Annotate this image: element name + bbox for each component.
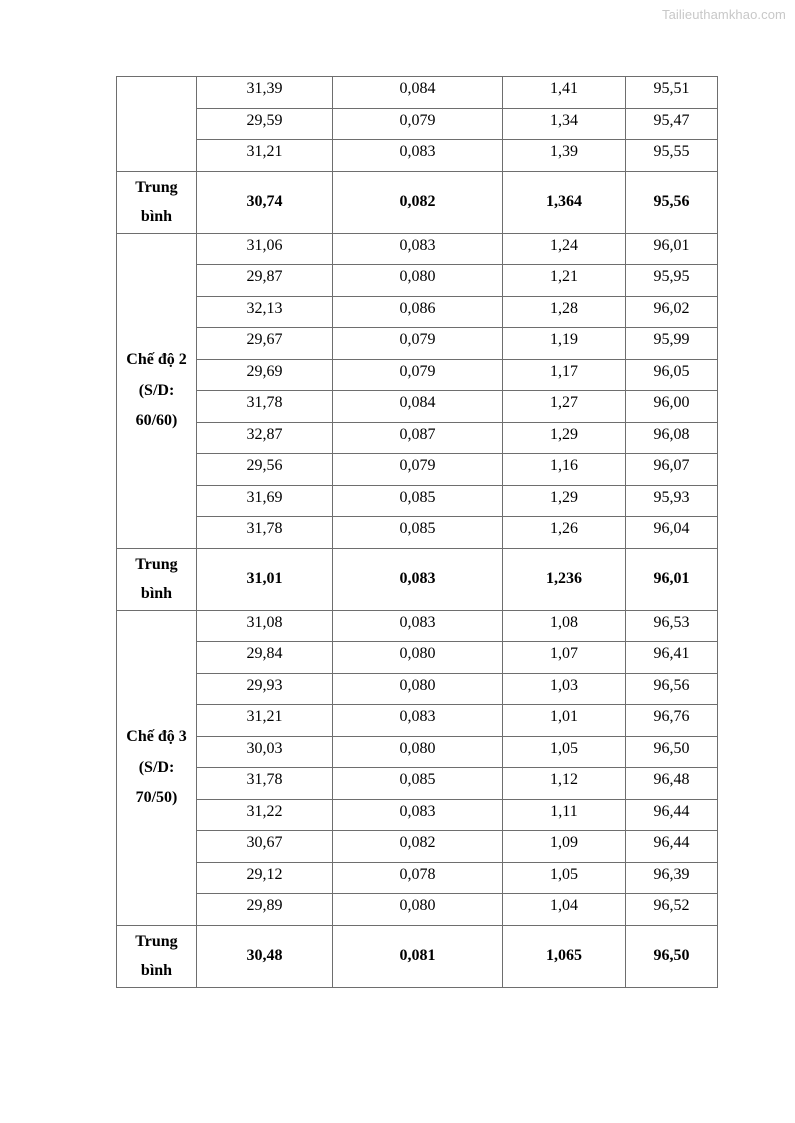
mode-label-line: Chế độ 3	[126, 728, 187, 746]
average-value: 1,364	[503, 171, 626, 233]
table-row	[117, 517, 718, 549]
table-cell: 1,28	[503, 296, 626, 328]
mode-label-line: 60/60)	[135, 412, 178, 430]
table-cell: 95,55	[626, 140, 718, 172]
table-cell: 96,76	[626, 705, 718, 737]
mode-label-line: (S/D:	[138, 758, 175, 776]
table-cell: 1,12	[503, 768, 626, 800]
table-cell: 0,080	[333, 265, 503, 297]
table-cell: 96,04	[626, 517, 718, 549]
table-cell: 96,08	[626, 422, 718, 454]
table-cell: 1,05	[503, 862, 626, 894]
table-cell: 0,084	[333, 77, 503, 109]
table-cell: 0,087	[333, 422, 503, 454]
table-cell: 31,78	[197, 391, 333, 423]
table-cell: 30,67	[197, 831, 333, 863]
table-cell: 0,078	[333, 862, 503, 894]
table-cell: 96,44	[626, 831, 718, 863]
table-cell: 0,085	[333, 517, 503, 549]
table-cell: 1,04	[503, 894, 626, 926]
table-cell: 95,51	[626, 77, 718, 109]
table-cell: 29,89	[197, 894, 333, 926]
table-cell: 1,24	[503, 233, 626, 265]
table-row	[117, 768, 718, 800]
table-row	[117, 328, 718, 360]
table-row	[117, 642, 718, 674]
table-cell: 0,083	[333, 799, 503, 831]
average-value: 31,01	[197, 548, 333, 610]
table-cell: 1,19	[503, 328, 626, 360]
table-cell: 31,39	[197, 77, 333, 109]
table-row	[117, 140, 718, 172]
average-value: 1,236	[503, 548, 626, 610]
table-row	[117, 296, 718, 328]
table-cell: 1,34	[503, 108, 626, 140]
table-cell: 1,07	[503, 642, 626, 674]
table-row	[117, 799, 718, 831]
table-cell: 29,84	[197, 642, 333, 674]
average-value: 0,081	[333, 925, 503, 987]
table-cell: 31,06	[197, 233, 333, 265]
watermark: Tailieuthamkhao.com	[661, 7, 786, 22]
table-cell: 96,39	[626, 862, 718, 894]
table-cell: 95,99	[626, 328, 718, 360]
average-value: 0,082	[333, 171, 503, 233]
table-cell: 1,29	[503, 485, 626, 517]
table-cell: 96,52	[626, 894, 718, 926]
average-value: 30,74	[197, 171, 333, 233]
table-cell: 31,21	[197, 140, 333, 172]
table-cell: 1,09	[503, 831, 626, 863]
table-cell: 96,07	[626, 454, 718, 486]
table-cell: 29,87	[197, 265, 333, 297]
mode-label-line: Chế độ 2	[126, 351, 187, 369]
table-cell: 31,22	[197, 799, 333, 831]
table-cell: 32,13	[197, 296, 333, 328]
results-table	[116, 76, 718, 988]
table-cell: 95,95	[626, 265, 718, 297]
average-label-line: bình	[140, 961, 173, 979]
table-cell: 1,21	[503, 265, 626, 297]
table-cell: 0,085	[333, 485, 503, 517]
table-row	[117, 391, 718, 423]
mode-label-line: (S/D:	[138, 381, 175, 399]
table-cell: 96,05	[626, 359, 718, 391]
table-cell: 0,080	[333, 894, 503, 926]
table-cell: 1,41	[503, 77, 626, 109]
table-cell: 29,69	[197, 359, 333, 391]
average-value: 30,48	[197, 925, 333, 987]
table-cell: 29,56	[197, 454, 333, 486]
table-cell: 95,47	[626, 108, 718, 140]
table-row	[117, 422, 718, 454]
table-cell: 0,083	[333, 705, 503, 737]
table-cell: 30,03	[197, 736, 333, 768]
table-row	[117, 831, 718, 863]
average-row	[117, 925, 718, 987]
table-cell: 0,079	[333, 359, 503, 391]
average-label-line: Trung	[135, 178, 178, 196]
table-row	[117, 862, 718, 894]
table-row	[117, 233, 718, 265]
table-cell: 96,02	[626, 296, 718, 328]
mode-label-line: 70/50)	[135, 789, 178, 807]
table-cell: 1,29	[503, 422, 626, 454]
table-cell: 96,01	[626, 233, 718, 265]
table-cell: 0,083	[333, 140, 503, 172]
average-label	[117, 925, 197, 987]
table-cell: 0,080	[333, 642, 503, 674]
table-row	[117, 610, 718, 642]
table-cell: 1,39	[503, 140, 626, 172]
table-row	[117, 673, 718, 705]
table-cell: 0,083	[333, 610, 503, 642]
table-cell: 0,079	[333, 108, 503, 140]
table-cell: 96,50	[626, 736, 718, 768]
average-label-line: Trung	[135, 932, 178, 950]
table-cell: 31,69	[197, 485, 333, 517]
average-value: 1,065	[503, 925, 626, 987]
average-label	[117, 548, 197, 610]
average-value: 96,50	[626, 925, 718, 987]
table-cell: 1,26	[503, 517, 626, 549]
average-value: 96,01	[626, 548, 718, 610]
table-cell: 96,53	[626, 610, 718, 642]
table-row	[117, 894, 718, 926]
table-cell: 0,084	[333, 391, 503, 423]
table-cell: 1,27	[503, 391, 626, 423]
average-row	[117, 171, 718, 233]
table-cell: 1,03	[503, 673, 626, 705]
table-cell: 96,56	[626, 673, 718, 705]
table-cell: 29,12	[197, 862, 333, 894]
mode-label-cell	[117, 233, 197, 548]
average-value: 0,083	[333, 548, 503, 610]
table-row	[117, 265, 718, 297]
table-cell: 95,93	[626, 485, 718, 517]
table-row	[117, 485, 718, 517]
average-value: 95,56	[626, 171, 718, 233]
table-row	[117, 359, 718, 391]
average-label-line: bình	[140, 584, 173, 602]
average-label-line: bình	[140, 207, 173, 225]
table-cell: 0,080	[333, 736, 503, 768]
table-cell: 29,93	[197, 673, 333, 705]
table-cell: 1,11	[503, 799, 626, 831]
table-cell: 0,086	[333, 296, 503, 328]
mode-label-cell	[117, 77, 197, 172]
table-cell: 0,085	[333, 768, 503, 800]
table-row	[117, 454, 718, 486]
table-row	[117, 736, 718, 768]
table-cell: 0,080	[333, 673, 503, 705]
average-label	[117, 171, 197, 233]
table-cell: 0,079	[333, 454, 503, 486]
table-cell: 0,082	[333, 831, 503, 863]
table-cell: 29,67	[197, 328, 333, 360]
table-cell: 31,21	[197, 705, 333, 737]
table-cell: 31,78	[197, 768, 333, 800]
table-cell: 1,16	[503, 454, 626, 486]
table-row	[117, 108, 718, 140]
table-cell: 31,78	[197, 517, 333, 549]
table-cell: 0,083	[333, 233, 503, 265]
table-cell: 32,87	[197, 422, 333, 454]
table-cell: 29,59	[197, 108, 333, 140]
table-cell: 96,41	[626, 642, 718, 674]
table-cell: 1,05	[503, 736, 626, 768]
table-cell: 31,08	[197, 610, 333, 642]
table-cell: 0,079	[333, 328, 503, 360]
table-row	[117, 77, 718, 109]
table-cell: 1,01	[503, 705, 626, 737]
table-cell: 96,48	[626, 768, 718, 800]
mode-label-cell	[117, 610, 197, 925]
table-row	[117, 705, 718, 737]
average-label-line: Trung	[135, 555, 178, 573]
table-cell: 1,17	[503, 359, 626, 391]
table-cell: 96,00	[626, 391, 718, 423]
table-cell: 1,08	[503, 610, 626, 642]
table-cell: 96,44	[626, 799, 718, 831]
average-row	[117, 548, 718, 610]
